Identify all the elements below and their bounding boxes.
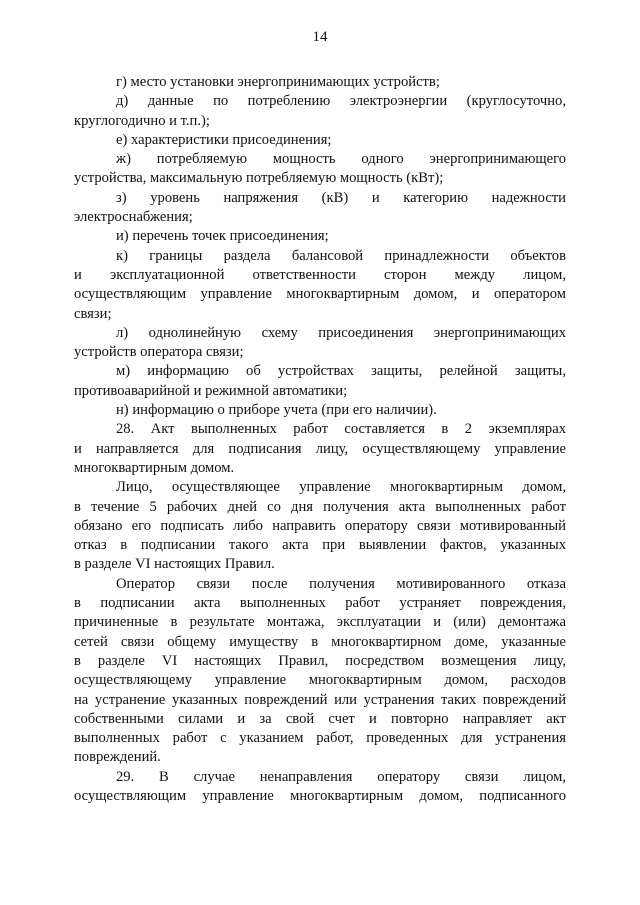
- text-line: круглогодично и т.п.);: [74, 112, 210, 129]
- text-line: выполненных работ с указанием работ, проведенных для устранения: [74, 730, 566, 747]
- text-line: 28. Акт выполненных работ составляется в 2 экземплярах: [116, 421, 566, 438]
- text-line: и эксплуатационной ответственности сторон между лицом,: [74, 266, 566, 283]
- text-line: обязано его подписать либо направить оператору связи мотивированный: [74, 517, 566, 534]
- text-line: на устранение указанных повреждений или устранения таких повреждений: [74, 691, 566, 708]
- text-line: 29. В случае ненаправления оператору связи лицом,: [116, 768, 566, 785]
- text-line: осуществляющему управление многоквартирным домом, расходов: [74, 672, 566, 689]
- text-line: д) данные по потреблению электроэнергии (круглосуточно,: [116, 93, 566, 110]
- text-line: Оператор связи после получения мотивированного отказа: [116, 575, 566, 592]
- text-line: л) однолинейную схему присоединения энергопринимающих: [116, 324, 566, 341]
- text-line: устройств оператора связи;: [74, 344, 244, 361]
- text-line: многоквартирным домом.: [74, 459, 235, 476]
- text-line: г) место установки энергопринимающих устройств;: [116, 74, 440, 90]
- document-body: [74, 73, 566, 806]
- text-line: отказ в подписании такого акта при выявлении фактов, указанных: [74, 537, 566, 554]
- text-line: осуществляющим управление многоквартирным домом, и оператором: [74, 286, 566, 303]
- text-line: повреждений.: [74, 749, 161, 766]
- text-line: к) границы раздела балансовой принадлежности объектов: [116, 247, 566, 264]
- text-line: в разделе VI настоящих Правил.: [74, 556, 275, 573]
- text-line: е) характеристики присоединения;: [116, 131, 332, 148]
- text-line: в подписании акта выполненных работ устраняет повреждения,: [74, 595, 566, 612]
- text-line: з) уровень напряжения (кВ) и категорию надежности: [116, 189, 566, 206]
- text-line: сетей связи общему имуществу в многоквартирном доме, указанные: [74, 633, 566, 650]
- text-line: осуществляющим управление многоквартирным домом, подписанного: [74, 787, 566, 804]
- text-line: н) информацию о приборе учета (при его наличии).: [116, 402, 437, 419]
- text-line: в течение 5 рабочих дней со дня получения акта выполненных работ: [74, 498, 566, 515]
- text-line: противоаварийной и режимной автоматики;: [74, 382, 348, 399]
- text-line: ж) потребляемую мощность одного энергопринимающего: [116, 151, 566, 168]
- text-line: и направляется для подписания лицу, осуществляющему управление: [74, 440, 566, 457]
- text-line: причиненные в результате монтажа, эксплуатации и (или) демонтажа: [74, 614, 566, 631]
- text-line: собственными силами и за свой счет и повторно направляет акт: [74, 710, 566, 727]
- page-number: 14: [312, 29, 328, 45]
- text-line: электроснабжения;: [74, 209, 193, 226]
- text-line: м) информацию об устройствах защиты, релейной защиты,: [116, 363, 566, 380]
- text-line: устройства, максимальную потребляемую мощность (кВт);: [74, 170, 444, 187]
- text-line: в разделе VI настоящих Правил, посредством возмещения лицу,: [74, 652, 566, 669]
- text-line: Лицо, осуществляющее управление многоквартирным домом,: [116, 479, 566, 496]
- text-line: связи;: [74, 305, 112, 322]
- text-line: и) перечень точек присоединения;: [116, 228, 329, 245]
